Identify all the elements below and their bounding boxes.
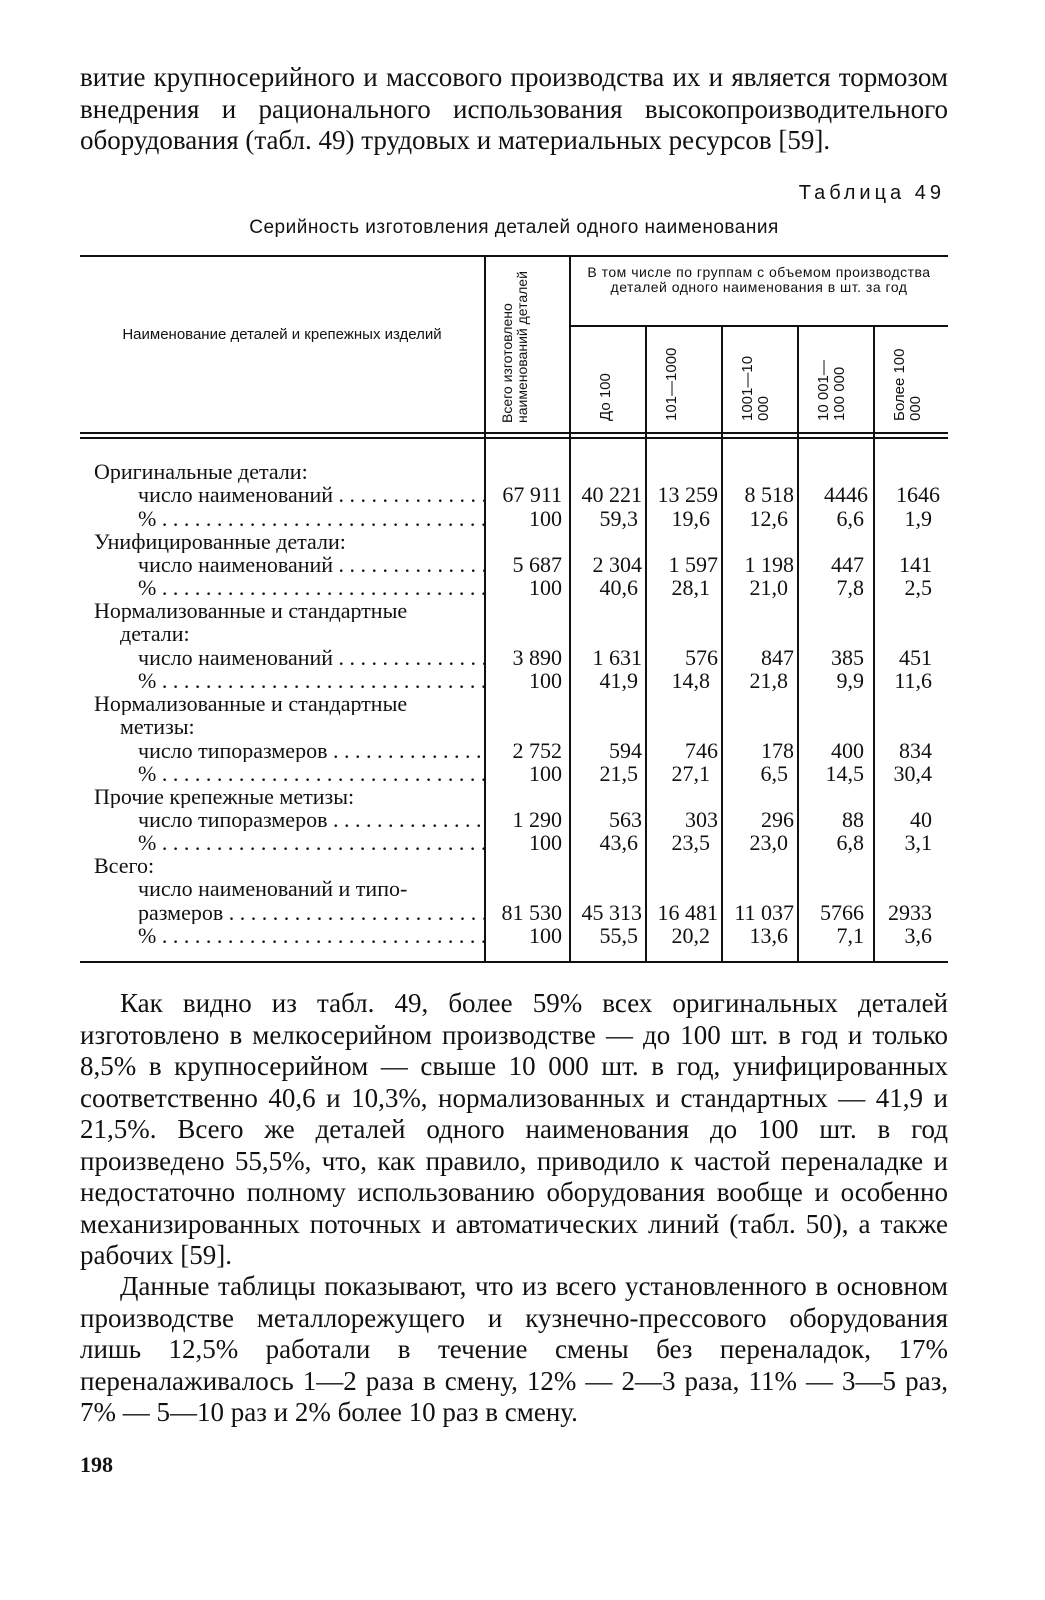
cell-g4: 7,8 — [836, 575, 864, 600]
cell-g2: 13 259 — [657, 482, 718, 507]
cell-g3: 847 — [761, 645, 794, 670]
row-label: Всего: — [94, 854, 155, 877]
cell-total: 100 — [529, 506, 562, 531]
row-label: число типоразмеров . . . — [138, 739, 484, 762]
column-rule — [569, 255, 571, 963]
cell-g1: 40,6 — [599, 575, 638, 600]
row-label: Нормализованные и стандартные — [94, 692, 408, 715]
cell-g5: 30,4 — [893, 761, 932, 786]
row-label: Унифицированные детали: — [94, 530, 346, 553]
cell-g3: 13,6 — [749, 923, 788, 948]
table-title: Серийность изготовления деталей одного наименования — [249, 217, 779, 238]
cell-g3: 6,5 — [760, 761, 788, 786]
column-rule — [645, 325, 647, 963]
row-label: число наименований и типо- — [138, 877, 408, 900]
cell-g1: 2 304 — [592, 552, 642, 577]
cell-g3: 23,0 — [749, 830, 788, 855]
row-label: % . . . — [138, 576, 484, 599]
cell-g3: 12,6 — [749, 506, 788, 531]
cell-g2: 1 597 — [668, 552, 718, 577]
cell-g2: 23,5 — [671, 830, 710, 855]
cell-g1: 1 631 — [592, 645, 642, 670]
header-group-1: До 100 — [597, 373, 614, 421]
group-header-rule — [570, 325, 948, 327]
cell-total: 100 — [529, 668, 562, 693]
cell-g2: 16 481 — [657, 900, 718, 925]
column-rule — [873, 325, 875, 963]
cell-total: 81 530 — [501, 900, 562, 925]
row-label: % . . . — [138, 924, 484, 947]
header-group-3: 1001—10 000 — [739, 355, 772, 421]
table-bottom-rule — [80, 961, 948, 963]
cell-g4: 14,5 — [825, 761, 864, 786]
conclusion-paragraph: Данные таблицы показывают, что из всего установленного в основном производстве металлорежущего и кузнечно-прессового оборудования лишь 12,5% работали в течение смены без переналадок, 17% переналаживалось 1—2 раза в смену, 12% — 2—3 раза, 11% — 3—5 раз, 7% — 5—10 раз и 2% более 10 раз в смену. — [80, 1271, 948, 1427]
cell-total: 2 752 — [512, 738, 562, 763]
column-rule — [797, 325, 799, 963]
cell-g4: 4446 — [824, 482, 868, 507]
cell-g3: 296 — [761, 807, 794, 832]
row-label: число наименований . . . — [138, 646, 484, 669]
row-label: число наименований . . . — [138, 553, 484, 576]
cell-g2: 27,1 — [671, 761, 710, 786]
row-label: число наименований . . . — [138, 483, 484, 506]
cell-g2: 576 — [685, 645, 718, 670]
row-label: Прочие крепежные метизы: — [94, 785, 355, 808]
row-label: размеров . . . — [138, 901, 484, 924]
cell-g1: 43,6 — [599, 830, 638, 855]
cell-g5: 1646 — [896, 482, 940, 507]
cell-g4: 5766 — [820, 900, 864, 925]
cell-g2: 19,6 — [671, 506, 710, 531]
row-label: детали: — [120, 622, 190, 645]
table-label: Таблица 49 — [798, 182, 945, 204]
cell-g5: 40 — [910, 807, 932, 832]
cell-g3: 8 518 — [744, 482, 794, 507]
table-top-rule — [80, 255, 948, 257]
cell-g2: 303 — [685, 807, 718, 832]
cell-total: 100 — [529, 923, 562, 948]
cell-g4: 400 — [831, 738, 864, 763]
row-label: % . . . — [138, 669, 484, 692]
cell-g4: 447 — [831, 552, 864, 577]
cell-g5: 2,5 — [904, 575, 932, 600]
cell-g1: 41,9 — [599, 668, 638, 693]
cell-total: 5 687 — [512, 552, 562, 577]
row-label: Оригинальные детали: — [94, 460, 308, 483]
cell-g5: 3,1 — [904, 830, 932, 855]
cell-g5: 11,6 — [894, 668, 932, 693]
cell-g5: 141 — [899, 552, 932, 577]
cell-g2: 28,1 — [671, 575, 710, 600]
cell-g3: 21,0 — [749, 575, 788, 600]
header-group-2: 101—1000 — [663, 347, 680, 421]
header-group: В том числе по группам с объемом производства деталей одного наименования в шт. за год — [587, 264, 931, 295]
cell-g3: 178 — [761, 738, 794, 763]
row-label: % . . . — [138, 831, 484, 854]
cell-total: 67 911 — [502, 482, 562, 507]
cell-g2: 20,2 — [671, 923, 710, 948]
header-name: Наименование деталей и крепежных изделий — [122, 326, 442, 343]
page-number: 198 — [80, 1452, 113, 1477]
row-label: число типоразмеров . . . — [138, 808, 484, 831]
cell-total: 100 — [529, 761, 562, 786]
cell-g1: 55,5 — [599, 923, 638, 948]
cell-total: 1 290 — [512, 807, 562, 832]
cell-g4: 385 — [831, 645, 864, 670]
cell-g5: 3,6 — [904, 923, 932, 948]
cell-g2: 746 — [685, 738, 718, 763]
cell-g1: 21,5 — [599, 761, 638, 786]
analysis-paragraph: Как видно из табл. 49, более 59% всех оригинальных деталей изготовлено в мелкосерийном производстве — до 100 шт. в год и только 8,5% в крупносерийном — свыше 10 000 шт. в год, унифицированных соответственно 40,6 и 10,3%, нормализованных и стандартных — 41,9 и 21,5%. Всего же деталей одного наименования до 100 шт. в год произведено 55,5%, что, как правило, приводило к частой переналадке и недостаточно полному использованию оборудования вообще и особенно механизированных поточных и автоматических линий (табл. 50), а также рабочих [59]. — [80, 988, 948, 1270]
cell-g5: 1,9 — [904, 506, 932, 531]
column-rule — [721, 325, 723, 963]
column-rule — [484, 255, 486, 963]
cell-g1: 40 221 — [581, 482, 642, 507]
header-divider-rule — [80, 432, 948, 434]
cell-g5: 451 — [899, 645, 932, 670]
cell-g1: 594 — [609, 738, 642, 763]
cell-g3: 21,8 — [749, 668, 788, 693]
header-divider-rule-2 — [80, 437, 948, 439]
cell-total: 100 — [529, 830, 562, 855]
cell-g4: 6,8 — [836, 830, 864, 855]
header-total: Всего изготовлено наименований деталей — [499, 271, 530, 423]
cell-g5: 834 — [899, 738, 932, 763]
cell-g4: 9,9 — [836, 668, 864, 693]
row-label: Нормализованные и стандартные — [94, 599, 408, 622]
cell-g5: 2933 — [888, 900, 932, 925]
cell-g4: 7,1 — [836, 923, 864, 948]
row-label: % . . . — [138, 507, 484, 530]
header-group-5: Более 100 000 — [891, 348, 924, 421]
data-table — [80, 255, 948, 963]
cell-g2: 14,8 — [671, 668, 710, 693]
row-label: % . . . — [138, 762, 484, 785]
cell-g4: 88 — [842, 807, 864, 832]
cell-g1: 45 313 — [581, 900, 642, 925]
cell-g4: 6,6 — [836, 506, 864, 531]
cell-g1: 59,3 — [599, 506, 638, 531]
cell-g3: 1 198 — [744, 552, 794, 577]
intro-paragraph: витие крупносерийного и массового производства их и является тормозом внедрения и рационального использования высокопроизводительного оборудования (табл. 49) трудовых и материальных ресурсов [59]. — [80, 62, 948, 155]
cell-g3: 11 037 — [734, 900, 794, 925]
cell-g1: 563 — [609, 807, 642, 832]
cell-total: 3 890 — [512, 645, 562, 670]
header-group-4: 10 001—100 000 — [815, 360, 848, 421]
cell-total: 100 — [529, 575, 562, 600]
row-label: метизы: — [120, 715, 195, 738]
